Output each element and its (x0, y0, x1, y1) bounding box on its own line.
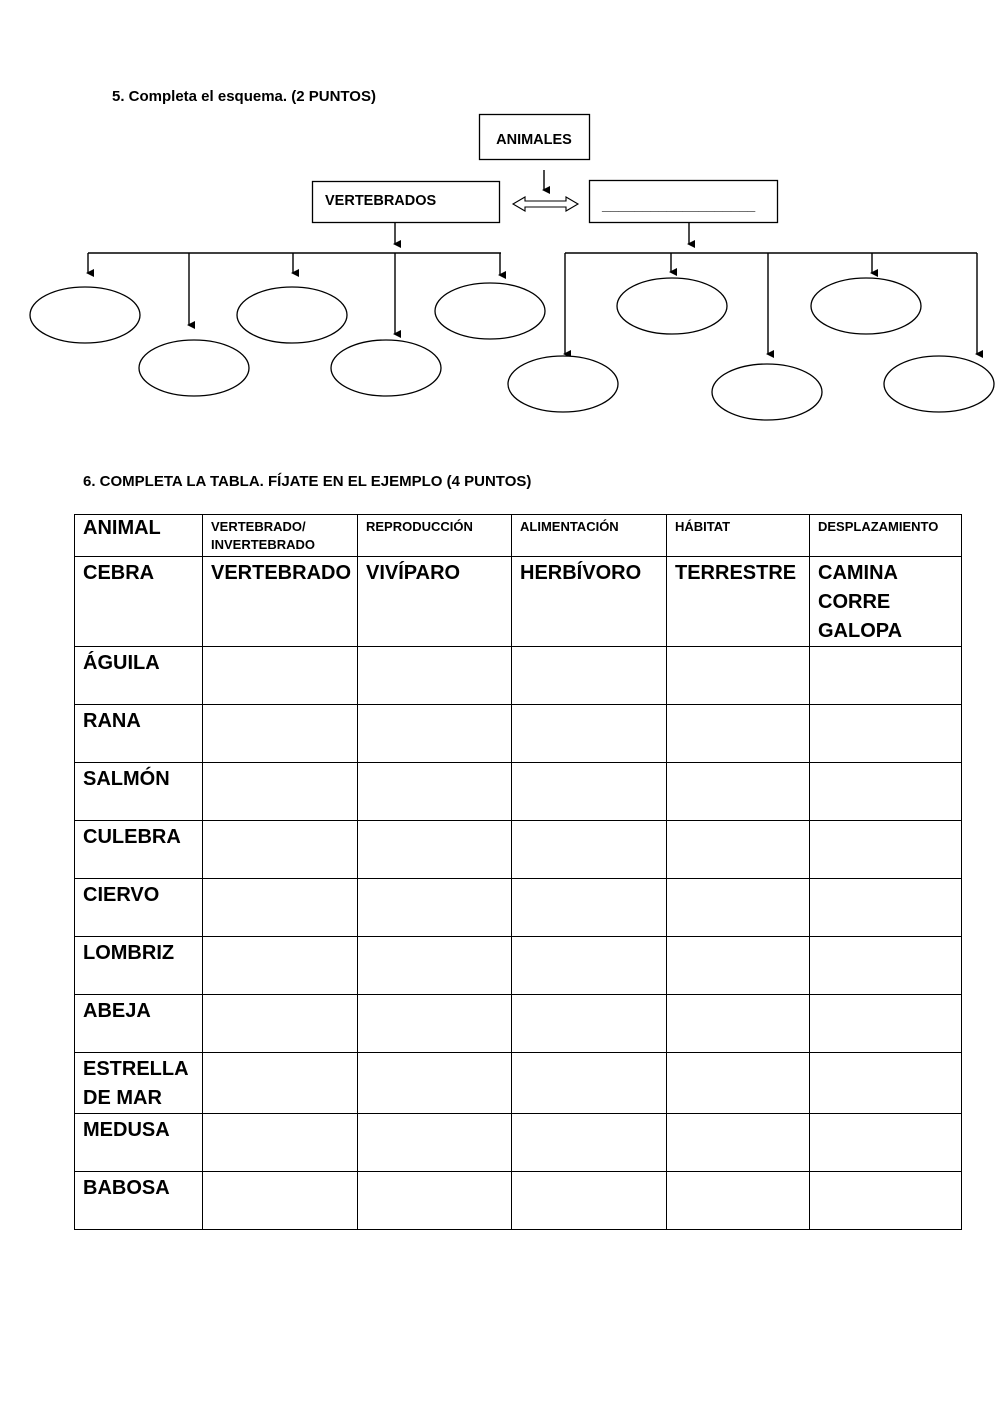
answer-cell[interactable] (512, 995, 667, 1053)
answer-cell[interactable] (358, 705, 512, 763)
blank-ellipse-left-3 (237, 287, 347, 343)
animal-cell: CIERVO (75, 879, 203, 937)
animal-cell: MEDUSA (75, 1114, 203, 1172)
right-branch-connectors (565, 223, 977, 354)
header-animal: ANIMAL (75, 515, 203, 557)
example-animal: CEBRA (75, 557, 203, 647)
answer-cell[interactable] (512, 879, 667, 937)
table-row (75, 763, 962, 821)
animal-classification-diagram (0, 100, 1000, 430)
answer-cell[interactable] (667, 647, 810, 705)
table-row (75, 937, 962, 995)
answer-cell[interactable] (810, 1172, 962, 1230)
answer-cell[interactable] (810, 1114, 962, 1172)
answer-cell[interactable] (810, 763, 962, 821)
answer-cell[interactable] (810, 937, 962, 995)
vertebrados-label: VERTEBRADOS (325, 193, 437, 209)
animal-cell: RANA (75, 705, 203, 763)
answer-cell[interactable] (667, 995, 810, 1053)
example-alimentacion: HERBÍVORO (512, 557, 667, 647)
answer-cell[interactable] (203, 705, 358, 763)
answer-cell[interactable] (512, 705, 667, 763)
blank-ellipse-right-1 (508, 356, 618, 412)
answer-cell[interactable] (667, 937, 810, 995)
answer-cell[interactable] (512, 1172, 667, 1230)
animal-cell: ABEJA (75, 995, 203, 1053)
answer-cell[interactable] (358, 763, 512, 821)
table-row (75, 1172, 962, 1230)
answer-cell[interactable] (358, 1172, 512, 1230)
animal-cell: LOMBRIZ (75, 937, 203, 995)
example-reproduccion: VIVÍPARO (358, 557, 512, 647)
answer-cell[interactable] (512, 1053, 667, 1114)
header-desplazamiento: DESPLAZAMIENTO (810, 515, 962, 557)
answer-cell[interactable] (512, 937, 667, 995)
animal-cell: ESTRELLA DE MAR (75, 1053, 203, 1114)
answer-cell[interactable] (810, 705, 962, 763)
answer-cell[interactable] (203, 647, 358, 705)
blank-ellipse-right-4 (811, 278, 921, 334)
invertebrados-blank-line: ___________________ (602, 198, 756, 214)
question-5-title: 5. Completa el esquema. (2 PUNTOS) (112, 88, 376, 105)
answer-cell[interactable] (203, 821, 358, 879)
header-reproduccion: REPRODUCCIÓN (358, 515, 512, 557)
root-node-box (480, 115, 590, 160)
example-row (75, 557, 962, 647)
answer-cell[interactable] (203, 1172, 358, 1230)
answer-cell[interactable] (203, 1053, 358, 1114)
answer-cell[interactable] (203, 995, 358, 1053)
blank-ellipse-left-4 (331, 340, 441, 396)
vertebrados-box (313, 182, 500, 223)
answer-cell[interactable] (358, 647, 512, 705)
table-row (75, 879, 962, 937)
answer-cell[interactable] (358, 937, 512, 995)
answer-cell[interactable] (810, 1053, 962, 1114)
answer-cell[interactable] (667, 1114, 810, 1172)
animal-cell: SALMÓN (75, 763, 203, 821)
header-vertebrado-invertebrado: VERTEBRADO/ INVERTEBRADO (203, 515, 358, 557)
answer-cell[interactable] (810, 995, 962, 1053)
table-header-row (75, 515, 962, 557)
table-row (75, 705, 962, 763)
answer-cell[interactable] (358, 821, 512, 879)
blank-ellipse-right-2 (617, 278, 727, 334)
example-vertebrado: VERTEBRADO (203, 557, 358, 647)
example-habitat: TERRESTRE (667, 557, 810, 647)
table-row (75, 647, 962, 705)
answer-cell[interactable] (810, 821, 962, 879)
answer-cell[interactable] (358, 1053, 512, 1114)
answer-cell[interactable] (358, 995, 512, 1053)
header-habitat: HÁBITAT (667, 515, 810, 557)
answer-cell[interactable] (512, 647, 667, 705)
table-row (75, 821, 962, 879)
answer-cell[interactable] (512, 821, 667, 879)
answer-cell[interactable] (667, 705, 810, 763)
answer-cell[interactable] (358, 1114, 512, 1172)
animal-cell: ÁGUILA (75, 647, 203, 705)
answer-cell[interactable] (667, 879, 810, 937)
answer-cell[interactable] (203, 1114, 358, 1172)
answer-cell[interactable] (512, 763, 667, 821)
root-node-label: ANIMALES (496, 132, 572, 148)
answer-cell[interactable] (667, 1053, 810, 1114)
double-arrow-icon (513, 197, 578, 211)
animal-cell: BABOSA (75, 1172, 203, 1230)
blank-ellipse-right-5 (884, 356, 994, 412)
header-alimentacion: ALIMENTACIÓN (512, 515, 667, 557)
blank-ellipse-left-1 (30, 287, 140, 343)
animal-cell: CULEBRA (75, 821, 203, 879)
answer-cell[interactable] (667, 763, 810, 821)
table-row (75, 1114, 962, 1172)
answer-cell[interactable] (667, 821, 810, 879)
table-row (75, 1053, 962, 1114)
answer-cell[interactable] (358, 879, 512, 937)
blank-ellipse-left-2 (139, 340, 249, 396)
question-6-title: 6. COMPLETA LA TABLA. FÍJATE EN EL EJEMPLO (4 PUNTOS) (83, 473, 532, 490)
answer-cell[interactable] (203, 937, 358, 995)
answer-cell[interactable] (667, 1172, 810, 1230)
blank-ellipse-left-5 (435, 283, 545, 339)
table-row (75, 995, 962, 1053)
animal-classification-table (74, 514, 962, 1230)
answer-cell[interactable] (203, 879, 358, 937)
answer-cell[interactable] (203, 763, 358, 821)
blank-ellipse-right-3 (712, 364, 822, 420)
answer-cell[interactable] (810, 879, 962, 937)
invertebrados-blank-box (590, 181, 778, 223)
answer-cell[interactable] (512, 1114, 667, 1172)
example-desplazamiento: CAMINA CORRE GALOPA (810, 557, 962, 647)
answer-cell[interactable] (810, 647, 962, 705)
